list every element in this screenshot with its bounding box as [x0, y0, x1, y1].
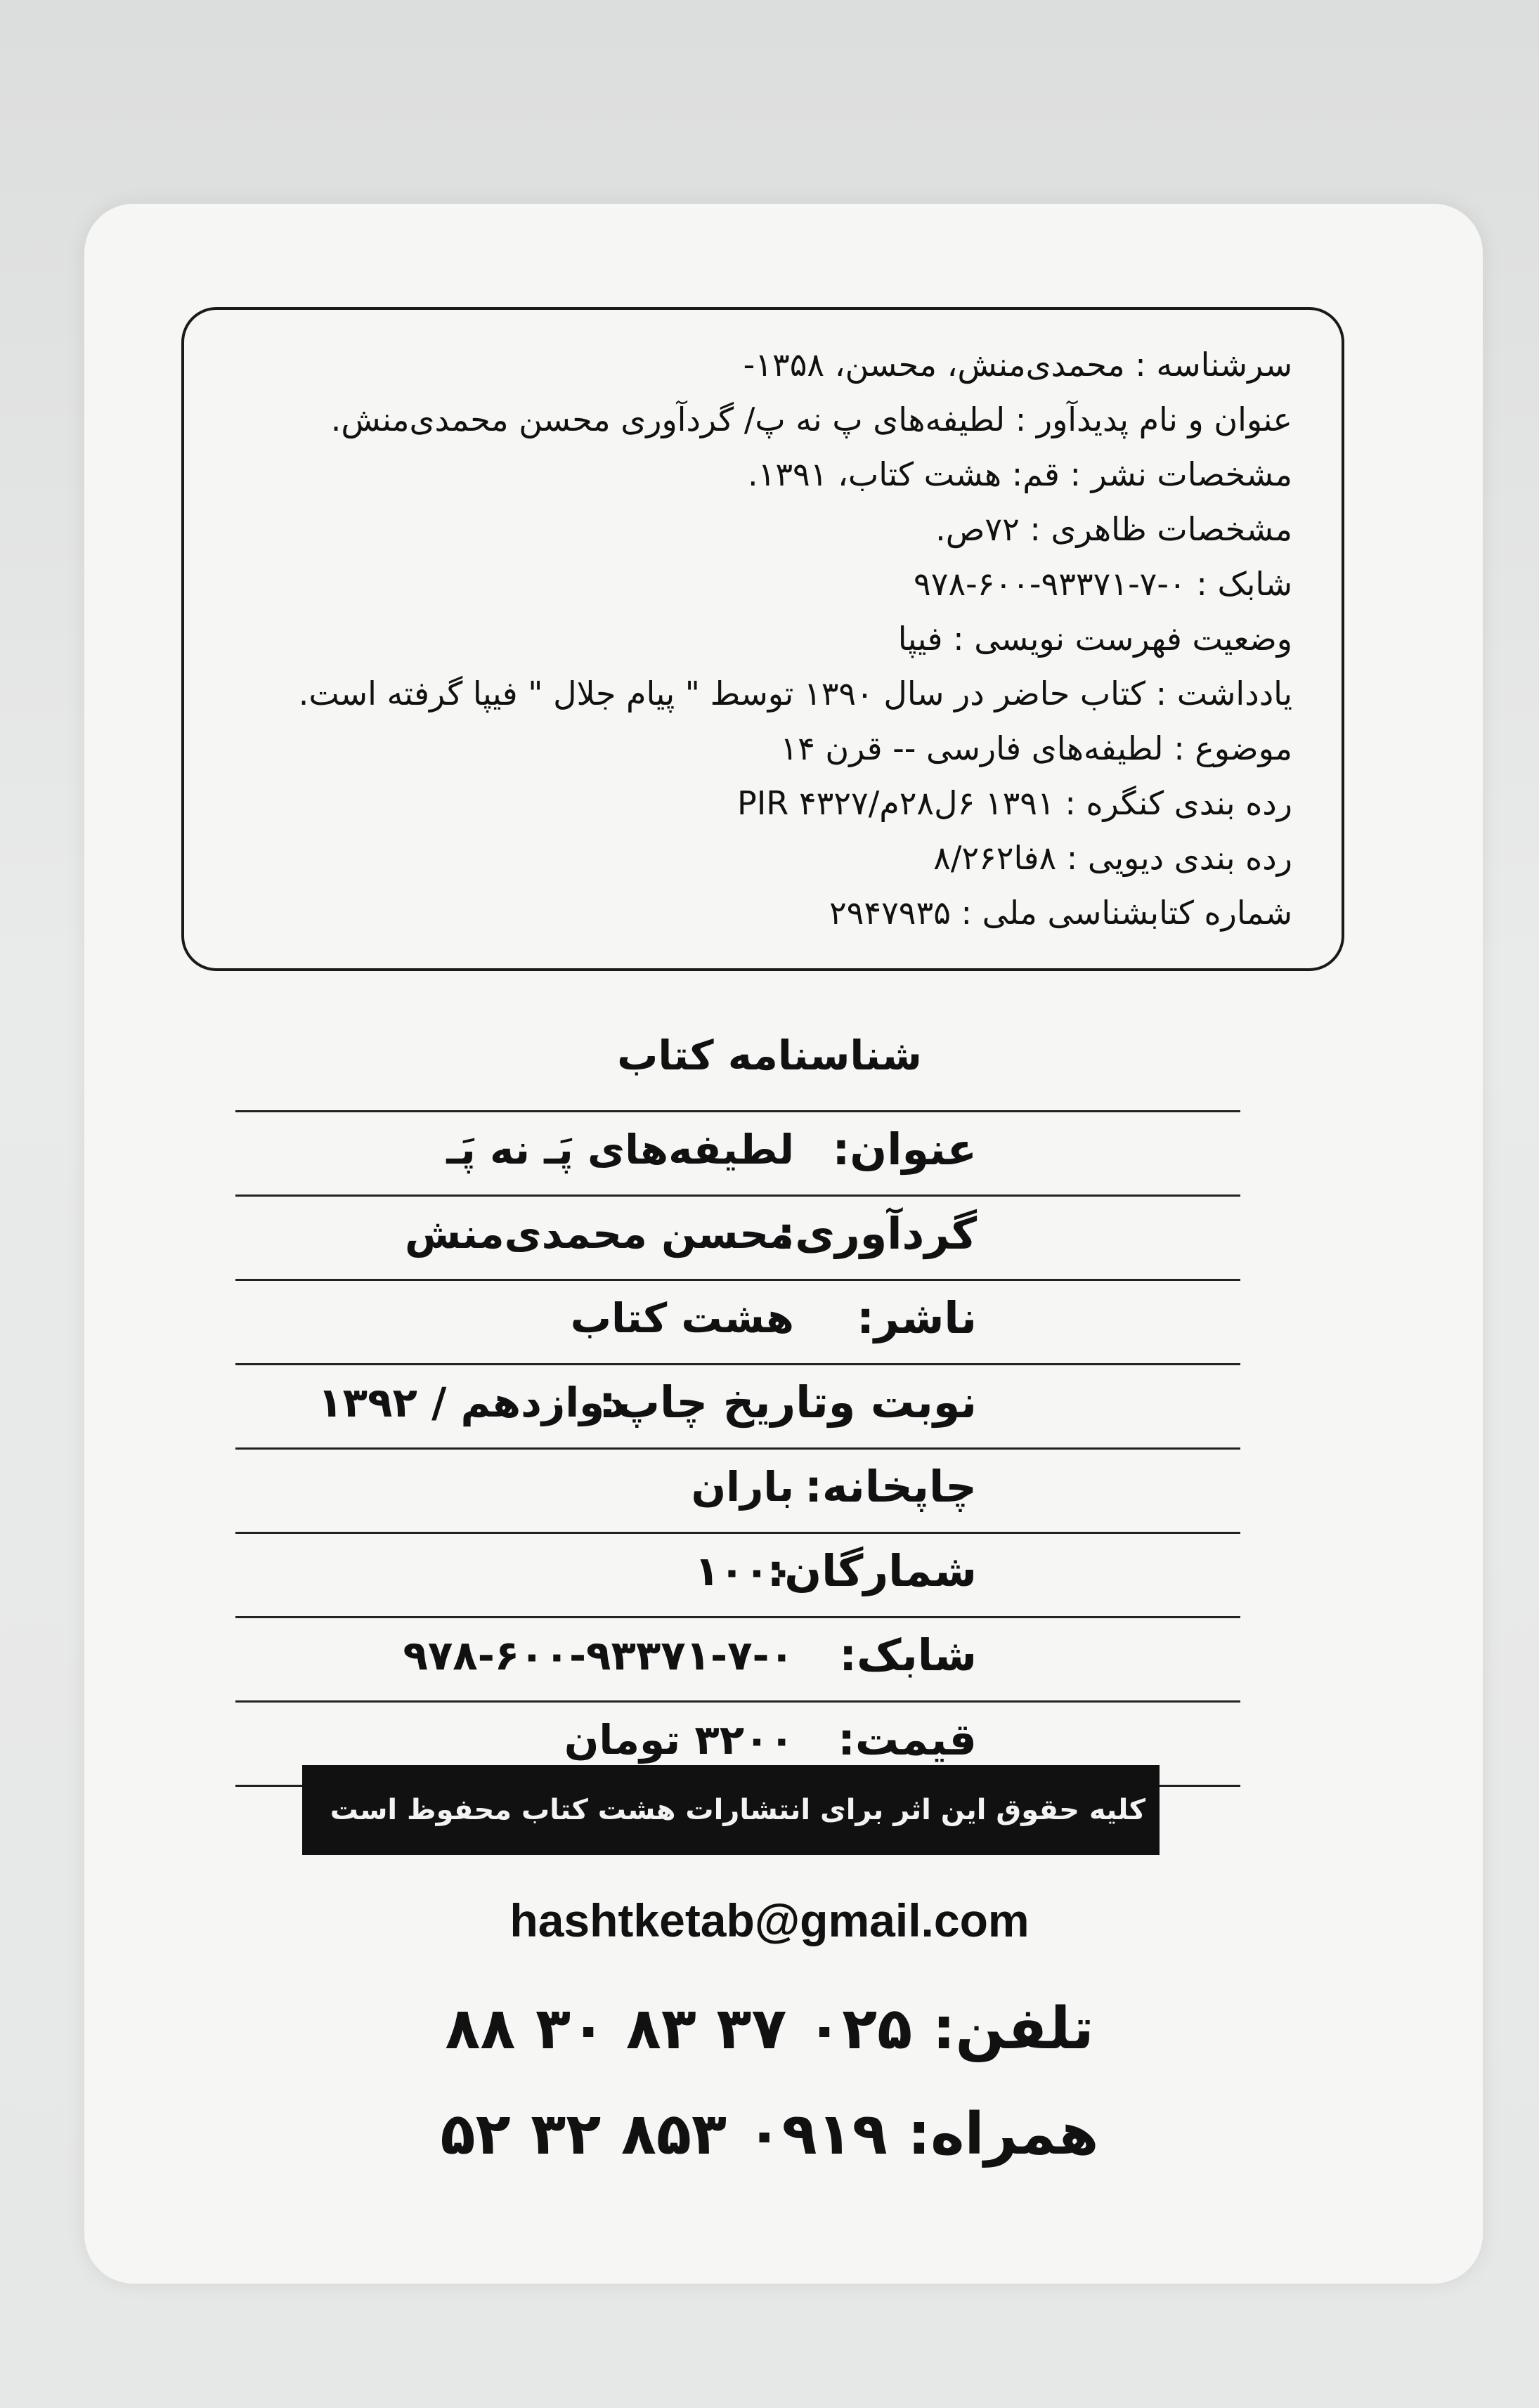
divider	[235, 1616, 1240, 1618]
cip-catalog-box	[181, 307, 1344, 971]
row-value-print-run: ۱۰۰۰	[694, 1547, 794, 1595]
contact-email[interactable]: hashtketab@gmail.com	[509, 1894, 1030, 1946]
cip-line: رده بندی دیویی : ۸فا۸/۲۶۲	[933, 839, 1292, 877]
row-value-edition: دوازدهم / ۱۳۹۲	[318, 1379, 625, 1426]
row-value-publisher: هشت کتاب	[570, 1294, 794, 1342]
row-label-isbn: شابک:	[839, 1629, 977, 1681]
row-label-price: قیمت:	[838, 1714, 977, 1765]
divider	[235, 1195, 1240, 1197]
cip-line: یادداشت : کتاب حاضر در سال ۱۳۹۰ توسط " پیام جلال " فیپا گرفته است.	[298, 675, 1292, 712]
row-value-price: ۳۲۰۰ تومان	[564, 1716, 794, 1764]
row-value-printer: باران	[691, 1463, 794, 1511]
divider	[235, 1110, 1240, 1112]
row-label-edition: نوبت وتاریخ چاپ:	[598, 1377, 977, 1428]
divider	[235, 1363, 1240, 1365]
contact-phone: تلفن: ۰۲۵ ۳۷ ۸۳ ۳۰ ۸۸	[445, 1996, 1094, 2062]
cip-line: رده بندی کنگره : ۱۳۹۱ ۶ل۲۸م/۴۳۲۷ PIR	[736, 784, 1292, 822]
row-label-compiler: گردآوری:	[777, 1208, 977, 1259]
cip-line: عنوان و نام پدیدآور : لطیفه‌های پ نه پ/ گردآوری محسن محمدی‌منش.	[330, 401, 1292, 438]
row-label-publisher: ناشر:	[857, 1292, 977, 1343]
row-value-isbn: ۹۷۸-۶۰۰-۹۳۳۷۱-۷-۰	[403, 1632, 794, 1679]
divider	[235, 1279, 1240, 1281]
cip-line: مشخصات ظاهری : ۷۲ص.	[935, 510, 1292, 548]
row-label-title: عنوان:	[832, 1124, 977, 1175]
divider	[235, 1447, 1240, 1450]
copyright-notice: کلیه حقوق این اثر برای انتشارات هشت کتاب محفوظ است	[302, 1765, 1160, 1855]
cip-line: سرشناسه : محمدی‌منش، محسن، ۱۳۵۸-	[743, 346, 1292, 384]
row-value-compiler: محسن محمدی‌منش	[405, 1210, 794, 1258]
divider	[235, 1532, 1240, 1534]
cip-line: شماره کتابشناسی ملی : ۲۹۴۷۹۳۵	[829, 894, 1292, 932]
row-label-printer: چاپخانه:	[805, 1461, 977, 1512]
cip-line: مشخصات نشر : قم: هشت کتاب، ۱۳۹۱.	[748, 455, 1292, 493]
row-value-title: لطیفه‌های پَـ نه پَـ	[446, 1126, 794, 1173]
cip-line: وضعیت فهرست نویسی : فیپا	[897, 620, 1292, 658]
row-label-print-run: شمارگان:	[767, 1545, 977, 1596]
contact-mobile: همراه: ۰۹۱۹ ۸۵۳ ۳۲ ۵۲	[440, 2101, 1099, 2168]
divider	[235, 1700, 1240, 1703]
cip-line: موضوع : لطیفه‌های فارسی -- قرن ۱۴	[780, 729, 1292, 767]
id-card-title: شناسنامه کتاب	[617, 1031, 922, 1079]
cip-line: شابک : ۰-۷-۹۳۳۷۱-۶۰۰-۹۷۸	[914, 565, 1292, 603]
